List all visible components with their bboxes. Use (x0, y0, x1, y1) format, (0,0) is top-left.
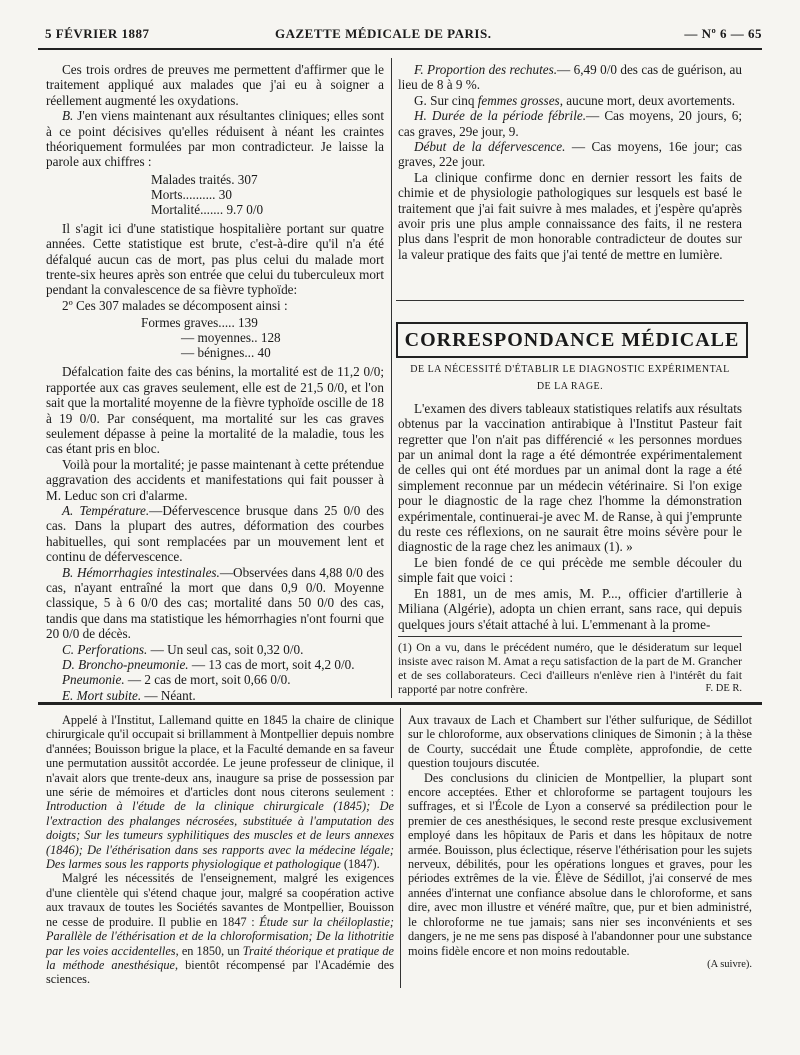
paragraph-text: Appelé à l'Institut, Lallemand quitte en 1845 la chaire de clinique chirurgicale qu'il occupait si brillamment à Montpellier depuis nombre d'années; Bouisson brigue la place, et la Faculté demande en sa faveur une permutation aussitôt accordée. Le jeune professeur de clinique, il n'avait alors que trente-deux ans, inaugure sa prise de possession par une série de mémoires et d'articles dont nous citerons seulement : (46, 713, 394, 800)
item-h (398, 108, 742, 139)
page-header (45, 26, 762, 44)
item-e (46, 688, 384, 703)
paragraph: Aux travaux de Lach et Chambert sur l'éther sulfurique, de Sédillot sur le chloroforme, aux observations cliniques de Simonin ; à la thèse de Courty, succédait une Étude complète, approfondie, de cette question toujours discutée. (408, 713, 752, 771)
feuilleton-rule (38, 702, 762, 705)
bottom-left-column (46, 713, 394, 987)
item-g (398, 93, 742, 108)
header-title: GAZETTE MÉDICALE DE PARIS. (275, 26, 492, 41)
paragraph: Il s'agit ici d'une statistique hospitalière portant sur quatre années. Cette statistique est brute, c'est-à-dire qu'il n'a été défalqué aucun cas de mort, pas plus celui du malade mort trente-six heures après son entrée que celui du tuberculeux mort pendant la convalescence de sa fièvre typhoïde: (46, 220, 384, 298)
paragraph-text: (1847). (340, 857, 380, 872)
paragraph (46, 871, 394, 986)
to-be-continued: (A suivre). (707, 958, 752, 970)
item-heading: B. Hémorrhagies intestinales. (62, 564, 220, 580)
item-heading: E. Mort subite. (62, 687, 142, 703)
paragraph: Le bien fondé de ce qui précède me semble découler du simple fait que voici : (398, 554, 742, 586)
correspondance-heading-box (396, 322, 748, 358)
item-text: — Néant. (141, 687, 196, 703)
paragraph-text: , en 1850, un (175, 943, 243, 958)
paragraph (46, 713, 394, 871)
correspondance-title: CORRESPONDANCE MÉDICALE (404, 328, 740, 351)
paragraph-emphasis: Traité théorique et pratique de la méthode anesthésique (46, 943, 394, 972)
item-text: , aucune mort, deux avortements. (559, 92, 736, 108)
paragraph: Ces trois ordres de preuves me permettent d'affirmer que le traitement appliqué aux malades que j'ai eu à soigner a réellement augmenté les oxydations. (46, 62, 384, 108)
stats-row: Morts.......... 30 (151, 186, 232, 202)
section-letter: B. (62, 108, 74, 124)
item-a (46, 503, 384, 565)
paragraph-emphasis: Étude sur la chéiloplastie; Parallèle de l'éthérisation et de la chloroformisation; De la lithotritie par les voies accidentelles (46, 914, 394, 958)
stats-row: Malades traités. 307 (151, 171, 258, 187)
item-text: —Défervescence brusque dans 25 0/0 des cas. Dans la plupart des autres, déformation des courbes habituelles, qui sont remplacées par un mouvement lent et continu de défervescence. (46, 502, 384, 565)
article-subtitle-2: DE LA RAGE. (536, 381, 604, 393)
footnote-rule (398, 636, 742, 637)
item-b (46, 565, 384, 642)
stats-row: Mortalité....... 9.7 0/0 (151, 201, 264, 217)
section-rule (396, 300, 744, 301)
paragraph-emphasis: Introduction à l'étude de la clinique chirurgicale (1845); De l'extraction des phalanges nécrosées, substituée à l'amputation des doigts; Sur les tumeurs syphilitiques des muscles et de leurs annexes (1846); De l'éthérisation dans ses rapports avec la médecine légale; Des larmes sous les rapports physiologique et pathologique (46, 799, 394, 872)
paragraph-text: , bientôt récompensé par l'Académie des sciences. (46, 957, 394, 987)
signature: F. DE R. (705, 682, 742, 694)
item-heading: F. Proportion des rechutes. (414, 62, 558, 77)
paragraph: La clinique confirme donc en dernier ressort les faits de chimie et de physiologie pathologiques sur lesquels est basé le traitement que j'ai fait suivre à mes malades, et j'espère qu'après avoir pris une plus ample connaissance des faits, il ne restera plus dans l'esprit de mon honorable contradicteur de doutes sur la valeur pratique des faits que j'ai tenté de mettre en lumière. (398, 169, 742, 262)
item-heading: A. Température. (62, 502, 150, 518)
item-heading: H. Durée de la période fébrile. (414, 108, 587, 124)
item-heading: D. Broncho-pneumonie. (62, 657, 189, 672)
header-date: 5 FÉVRIER 1887 (45, 26, 150, 41)
paragraph-text: Malgré les nécessités de l'enseignement, malgré les exigences d'une clientèle qui s'étend chaque jour, malgré sa coopération active aux travaux de toutes les Sociétés savantes de Montpellier, Bouisson ne cesse de produire. Il publie en 1847 : (46, 871, 394, 929)
column-divider (391, 58, 392, 698)
item-emphasis: femmes grosses (477, 92, 560, 108)
footnote (398, 640, 742, 696)
paragraph (46, 108, 384, 170)
paragraph: En 1881, un de mes amis, M. P..., officier d'artillerie à Miliana (Algérie), adopta un chien errant, sans race, qui depuis quelques jours s'était attaché à lui. L'emmenant à la prome- (398, 585, 742, 632)
column-divider-bottom (400, 708, 401, 988)
paragraph: Voilà pour la mortalité; je passe maintenant à cette prétendue aggravation des accidents et manifestations qui fait pousser à M. Leduc son cri d'alarme. (46, 456, 384, 503)
paragraph: 2º Ces 307 malades se décomposent ainsi : (62, 297, 288, 313)
paragraph: Des conclusions du clinicien de Montpellier, la plupart sont encore acceptées. Ether et chloroforme se partagent toujours les suffrages, et si l'École de Lyon a conservé sa prédilection pour le premier de ces anesthésiques, le second reste presque exclusivement employé dans les hôpitaux de Paris et dans les hôpitaux de notre armée. Bouisson, plus éclectique, réserve l'éthérisation pour les sujets nerveux, débilités, pour les opérations longues et graves, pour les périodes extrêmes de la vie. Élève de Sédillot, j'ai conservé de mes années d'internat une confiance absolue dans le chloroforme, et sans dire, avec mon illustre et vénéré maître, que, pur et bien administré, le chloroforme ne tue jamais; sans nier ses inconvénients et ses dangers, je ne me sens pas disposé à l'abandonner pour une substance moins fidèle encore et non moins redoutable. (408, 770, 752, 958)
item-text: — 6,49 0/0 des cas de guérison, au lieu de 8 à 9 %. (398, 62, 742, 93)
item-text: — Un seul cas, soit 0,32 0/0. (147, 641, 304, 657)
item-text: — 13 cas de mort, soit 4,2 0/0. (188, 657, 355, 672)
forms-row: — moyennes.. 128 (181, 330, 281, 346)
header-number: — Nº 6 — 65 (684, 26, 762, 41)
forms-table (141, 315, 384, 360)
item-text: — Cas moyens, 20 jours, 6; cas graves, 29e jour, 9. (398, 108, 742, 139)
forms-row: Formes graves..... 139 (141, 315, 258, 331)
item-heading: Pneumonie. (62, 672, 125, 688)
right-column-correspondance (398, 358, 742, 696)
item-debut (398, 139, 742, 170)
item-text: — Cas moyens, 16e jour; cas graves, 22e jour. (398, 139, 742, 170)
item-c (46, 642, 384, 657)
left-column (46, 62, 384, 703)
item-text: — 2 cas de mort, soit 0,66 0/0. (124, 672, 291, 688)
item-f (398, 62, 742, 93)
footnote-text: (1) On a vu, dans le précédent numéro, que le désideratum sur lequel insiste avec raison M. Amat a reçu satisfaction de la part de M. Grancher et de ses collaborateurs. Ceci d'ailleurs n'enlève rien à l'intérêt du fait rapporté par notre confrère. (398, 639, 742, 696)
header-rule (38, 48, 762, 50)
right-column-upper (398, 62, 742, 262)
item-heading: Début de la défervescence. (414, 139, 566, 155)
item-text: —Observées dans 4,88 0/0 des cas, n'ayant entraîné la mort que dans 0,9 0/0. Moyenne classique, 5 à 6 0/0 des cas; mortalité dans 50 0/0 des cas, tandis que dans ma statistique les hémorrhagies n'ont fourni que 20 0/0 de décès. (46, 564, 385, 642)
item-d (46, 657, 384, 672)
item-heading: C. Perforations. (62, 641, 148, 657)
paragraph: Défalcation faite des cas bénins, la mortalité est de 11,2 0/0; rapportée aux cas graves seulement, elle est de 21,5 0/0, et l'on sait que la mortalité moyenne de la fièvre typhoïde oscille de 18 à 19 0/0. Par conséquent, ma mortalité sur les cas graves seulement dépasse à peine la mortalité de la maladie, tous les cas étant pris en bloc. (46, 364, 385, 457)
item-pneumonie (46, 672, 384, 687)
paragraph-text: J'en viens maintenant aux résultantes cliniques; elles sont à ce point décisives qu'elles réduisent à néant les craintes théoriquement formulées par mon contradicteur. Je laisse la parole aux chiffres : (46, 108, 384, 170)
bottom-right-column (408, 713, 752, 972)
forms-row: — bénignes... 40 (181, 345, 271, 361)
item-heading: G. Sur cinq (414, 92, 478, 108)
paragraph: L'examen des divers tableaux statistiques relatifs aux résultats obtenus par la vaccination antirabique à l'Institut Pasteur fait regretter que l'on n'ait pas différencié « les personnes mordues par un animal dont la rage a été démontrée expérimentalement de celles qui ont été mordues par un animal dont la rage a été simplement reconnue par un médecin vétérinaire. Si l'on exige pour le diagnostic de la rage chez l'homme la démonstration expérimentale, continuerai-je avec M. de Ranse, à qui j'emprunte du reste ces réflexions, on ne saurait être moins sévère pour le diagnostic de la rage chez les animaux (1). » (398, 400, 742, 555)
stats-table (151, 172, 384, 217)
article-subtitle: DE LA NÉCESSITÉ D'ÉTABLIR LE DIAGNOSTIC EXPÉRIMENTAL (410, 364, 730, 375)
